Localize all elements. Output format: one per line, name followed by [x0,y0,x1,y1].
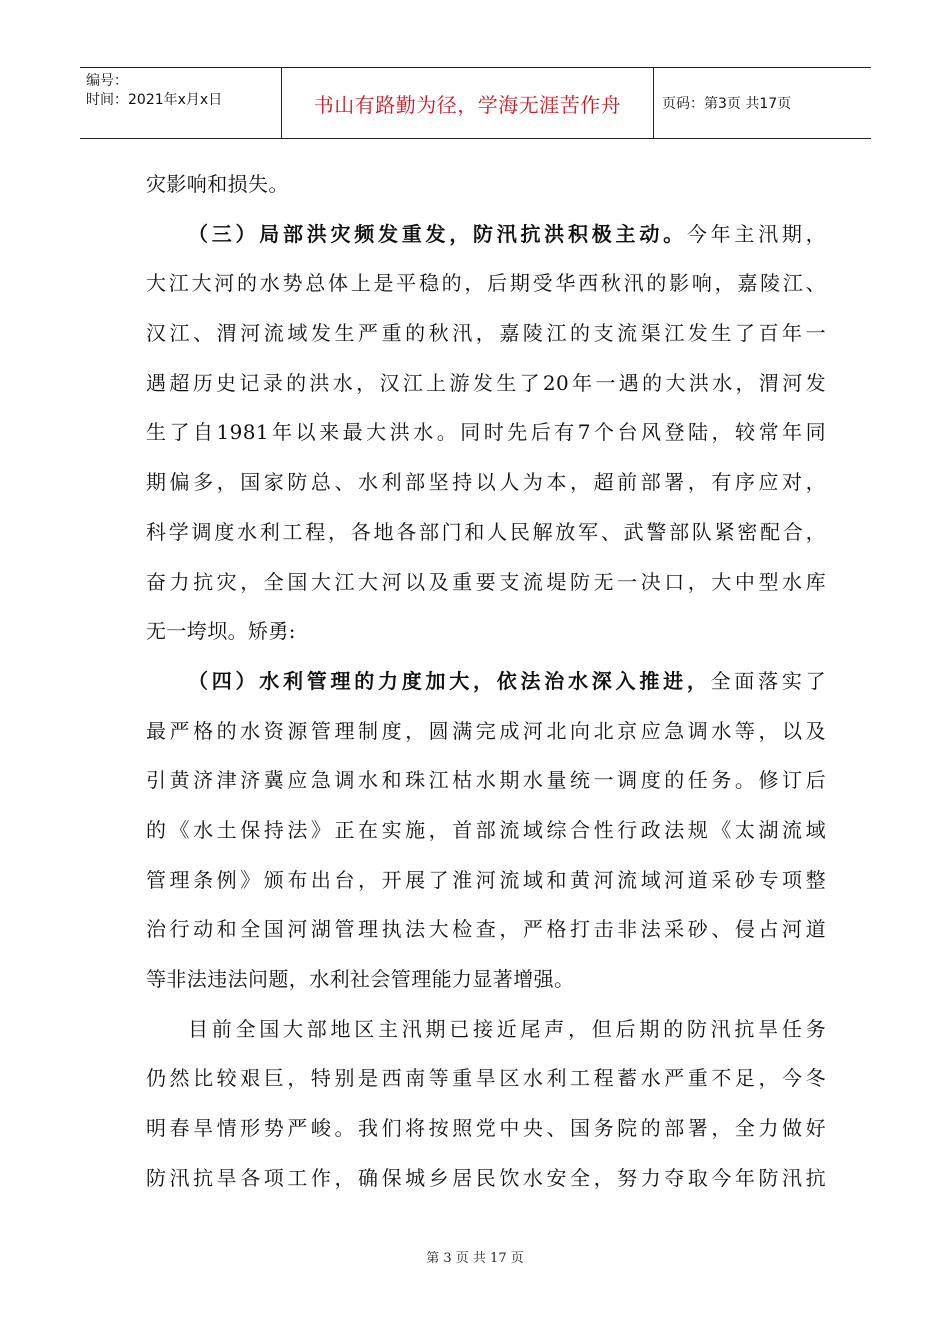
header-meta [80,68,282,138]
text-line: 遇超历史记录的洪水，汉江上游发生了20年一遇的大洪水，渭河发 [146,370,826,395]
text-line: 明春旱情形势严峻。我们将按照党中央、国务院的部署，全力做好 [146,1116,826,1141]
text-line: 科学调度水利工程，各地各部门和人民解放军、武警部队紧密配合， [146,519,826,544]
header-motto: 书山有路勤为径，学海无涯苦作舟 [282,68,654,138]
section-heading-line [146,210,826,260]
text-line: 等非法违法问题，水利社会管理能力显著增强。 [146,967,575,991]
document-header [80,67,871,139]
section-heading: （三）局部洪灾频发重发，防汛抗洪积极主动。 [188,221,687,246]
text-line: 灾影响和损失。 [146,172,289,196]
text-line: 仍然比较艰巨，特别是西南等重旱区水利工程蓄水严重不足，今冬 [146,1066,826,1091]
text-span: 全面落实了 [710,668,826,693]
text-line: 奋力抗灾，全国大江大河以及重要支流堤防无一决口，大中型水库 [146,569,826,594]
text-line: 大江大河的水势总体上是平稳的，后期受华西秋汛的影响，嘉陵江、 [146,271,826,296]
text-line: 汉江、渭河流域发生严重的秋汛，嘉陵江的支流渠江发生了百年一 [146,321,826,346]
page-footer: 第 3 页 共 17 页 [426,1251,524,1266]
text-line: 期偏多，国家防总、水利部坚持以人为本，超前部署，有序应对， [146,470,826,495]
header-page-info: 页码：第3页 共17页 [662,96,792,112]
text-line: 无一垮坝。矫勇: [146,619,296,644]
text-span: 今年主汛期， [686,221,826,246]
document-number-label: 编号： [86,73,128,89]
text-line: 目前全国大部地区主汛期已接近尾声，但后期的防汛抗旱任务 [188,1016,826,1041]
text-line: 治行动和全国河湖管理执法大检查，严格打击非法采砂、侵占河道 [146,917,826,942]
text-line: 生了自1981年以来最大洪水。同时先后有7个台风登陆，较常年同 [146,420,826,445]
section-heading: （四）水利管理的力度加大，依法治水深入推进， [188,668,711,693]
section-heading-line [146,657,826,707]
document-time-label: 时间：2021年x月x日 [86,92,223,108]
text-line: 的《水土保持法》正在实施，首部流域综合性行政法规《太湖流域 [146,817,826,842]
text-line: 防汛抗旱各项工作，确保城乡居民饮水安全，努力夺取今年防汛抗 [146,1165,826,1190]
text-line: 最严格的水资源管理制度，圆满完成河北向北京应急调水等，以及 [146,718,826,743]
text-line: 管理条例》颁布出台，开展了淮河流域和黄河流域河道采砂专项整 [146,867,826,892]
document-body [146,160,826,1203]
text-line: 引黄济津济冀应急调水和珠江枯水期水量统一调度的任务。修订后 [146,768,826,793]
